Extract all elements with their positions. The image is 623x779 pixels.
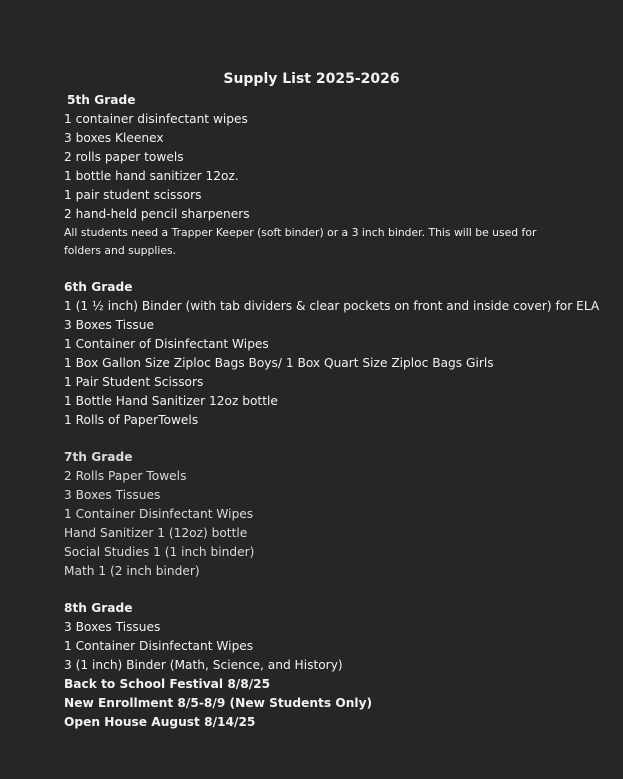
grade5-item: 1 container disinfectant wipes	[64, 112, 248, 126]
grade5-note: All students need a Trapper Keeper (soft binder) or a 3 inch binder. This will be used for folders and supplies.	[64, 226, 537, 257]
grade6-item: 1 Pair Student Scissors	[64, 375, 204, 389]
grade5-item: 1 bottle hand sanitizer 12oz.	[64, 169, 239, 183]
grade6-item: 3 Boxes Tissue	[64, 318, 155, 332]
grade5-item: 2 hand-held pencil sharpeners	[64, 207, 250, 221]
grade6-item: 1 Container of Disinfectant Wipes	[64, 337, 269, 351]
event-item: Back to School Festival 8/8/25	[64, 677, 271, 691]
document-title: Supply List 2025-2026	[223, 71, 400, 87]
grade8-item: 3 Boxes Tissues	[64, 620, 161, 634]
grade7-item: 2 Rolls Paper Towels	[64, 469, 187, 483]
grade6-item: 1 (1 ½ inch) Binder (with tab dividers & clear pockets on front and inside cover) for ELA	[64, 299, 600, 313]
grade6-heading: 6th Grade	[64, 280, 133, 294]
grade5-item: 1 pair student scissors	[64, 188, 202, 202]
grade8-heading: 8th Grade	[64, 601, 133, 615]
event-item: Open House August 8/14/25	[64, 715, 256, 729]
grade7-item: Hand Sanitizer 1 (12oz) bottle	[64, 526, 248, 540]
grade5-item: 3 boxes Kleenex	[64, 131, 164, 145]
document-body	[64, 91, 604, 732]
grade6-item: 1 Bottle Hand Sanitizer 12oz bottle	[64, 394, 278, 408]
grade5-item: 2 rolls paper towels	[64, 150, 184, 164]
grade7-item: Math 1 (2 inch binder)	[64, 564, 200, 578]
event-item: New Enrollment 8/5-8/9 (New Students Only)	[64, 696, 373, 710]
grade7-item: 3 Boxes Tissues	[64, 488, 161, 502]
grade7-heading: 7th Grade	[64, 450, 133, 464]
grade6-item: 1 Rolls of PaperTowels	[64, 413, 199, 427]
grade8-item: 1 Container Disinfectant Wipes	[64, 639, 254, 653]
grade5-heading: 5th Grade	[67, 93, 136, 107]
grade8-item: 3 (1 inch) Binder (Math, Science, and History)	[64, 658, 343, 672]
grade6-item: 1 Box Gallon Size Ziploc Bags Boys/ 1 Box Quart Size Ziploc Bags Girls	[64, 356, 494, 370]
grade7-item: 1 Container Disinfectant Wipes	[64, 507, 254, 521]
grade7-item: Social Studies 1 (1 inch binder)	[64, 545, 255, 559]
